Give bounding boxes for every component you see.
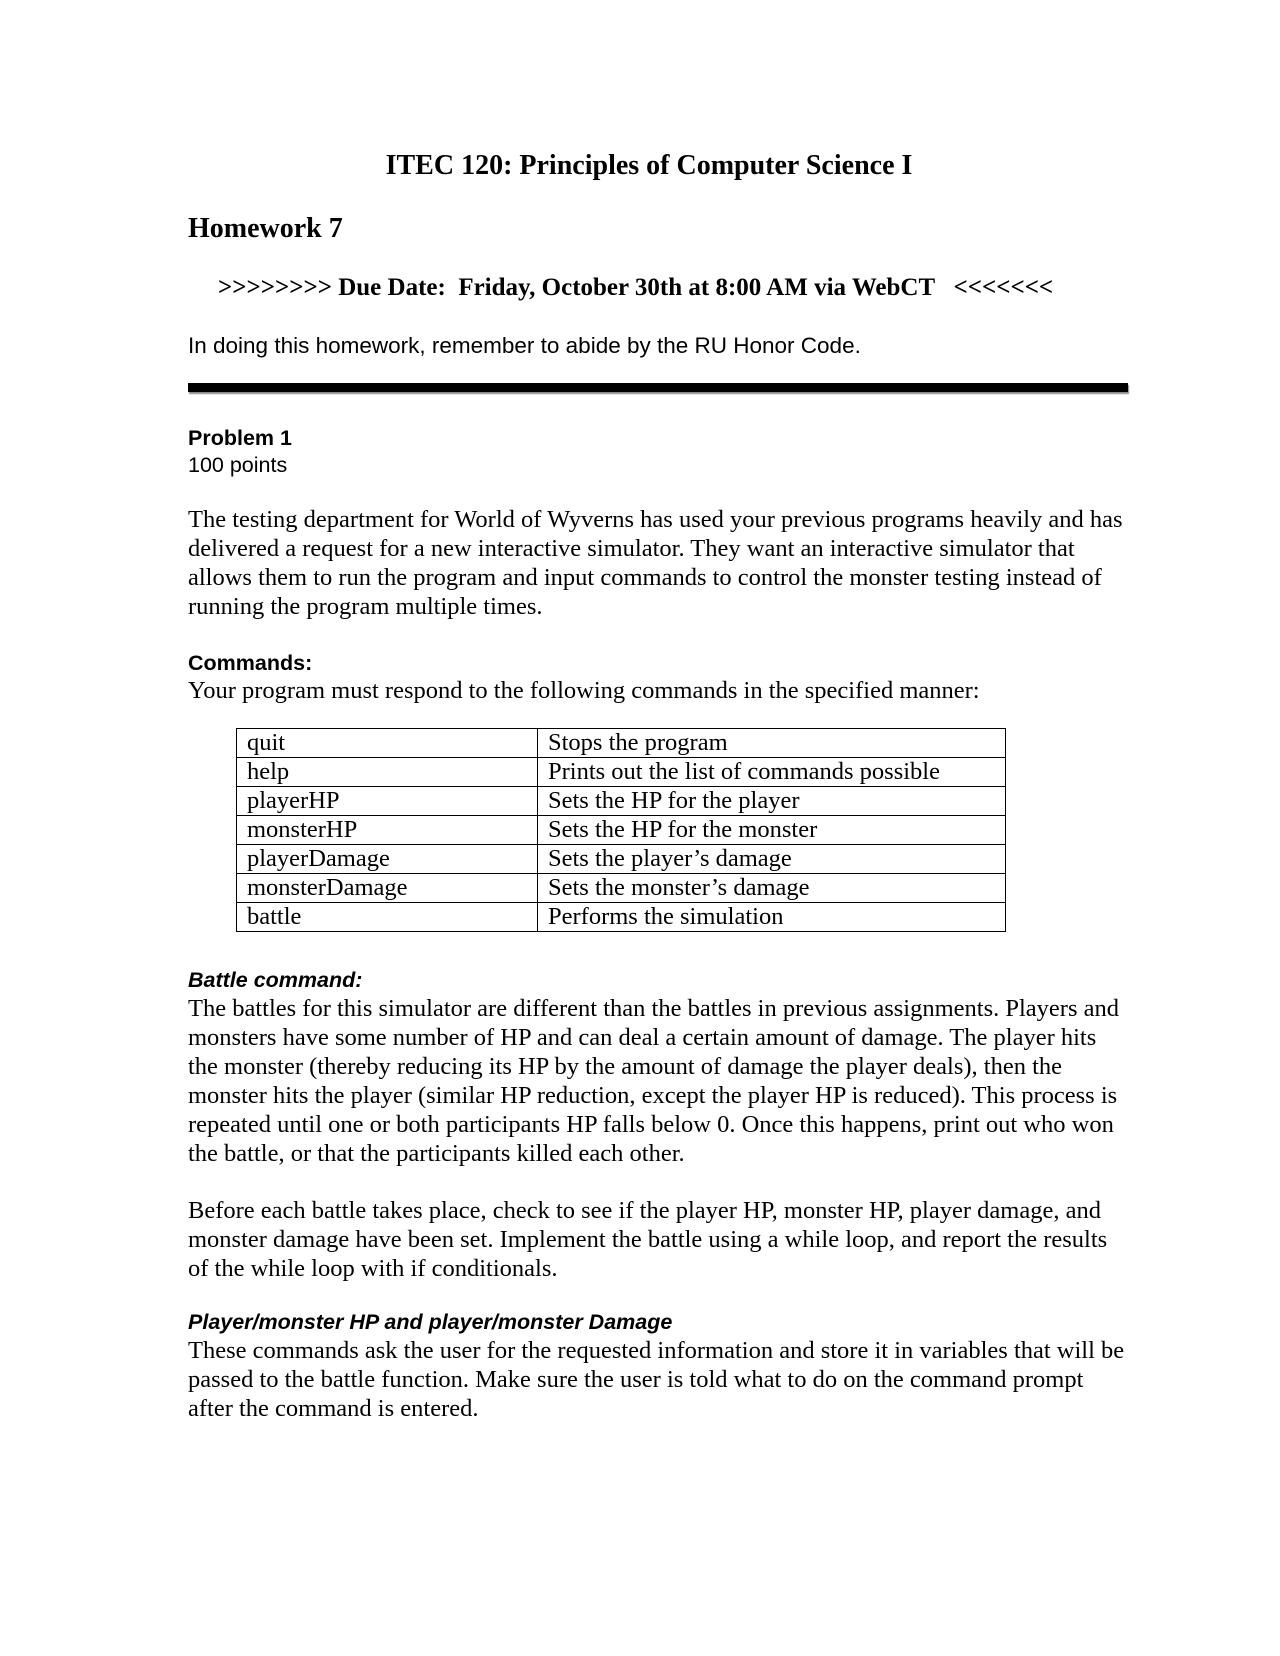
command-cell: playerHP <box>237 787 538 816</box>
due-date-line: >>>>>>>> Due Date: Friday, October 30th at 8:00 AM via WebCT <<<<<<< <box>218 274 1054 301</box>
command-cell: help <box>237 758 538 787</box>
battle-paragraph-1: The battles for this simulator are different than the battles in previous assignments. Players and monsters have some number of HP and can deal a certain amount of damage. The player hits the monster (thereby reducing its HP by the amount of damage the player deals), then the monster hits the player (similar HP reduction, except the player HP is reduced). This process is repeated until one or both participants HP falls below 0. Once this happens, print out who won the battle, or that the participants killed each other. <box>188 995 1119 1167</box>
hp-damage-paragraph: These commands ask the user for the requested information and store it in variables that will be passed to the battle function. Make sure the user is told what to do on the command prompt after the command is entered. <box>188 1337 1125 1422</box>
battle-heading: Battle command: <box>188 968 363 992</box>
command-cell: battle <box>237 903 538 932</box>
commands-table <box>236 728 1006 932</box>
commands-heading: Commands: <box>188 651 313 675</box>
section-divider <box>188 383 1128 392</box>
honor-code-note: In doing this homework, remember to abide by the RU Honor Code. <box>188 333 861 358</box>
command-cell: monsterDamage <box>237 874 538 903</box>
description-cell: Stops the program <box>538 729 1006 758</box>
problem-points: 100 points <box>188 453 288 477</box>
commands-intro: Your program must respond to the following commands in the specified manner: <box>188 677 980 704</box>
table-row <box>237 729 1006 758</box>
table-row <box>237 787 1006 816</box>
command-cell: monsterHP <box>237 816 538 845</box>
description-cell: Prints out the list of commands possible <box>538 758 1006 787</box>
table-row <box>237 845 1006 874</box>
description-cell: Performs the simulation <box>538 903 1006 932</box>
table-row <box>237 903 1006 932</box>
table-row <box>237 758 1006 787</box>
homework-title: Homework 7 <box>188 213 343 244</box>
command-cell: quit <box>237 729 538 758</box>
description-cell: Sets the monster’s damage <box>538 874 1006 903</box>
problem-intro: The testing department for World of Wyverns has used your previous programs heavily and has delivered a request for a new interactive simulator. They want an interactive simulator that allows them to run the program and input commands to control the monster testing instead of running the program multiple times. <box>188 506 1123 620</box>
table-row <box>237 874 1006 903</box>
battle-paragraph-2: Before each battle takes place, check to see if the player HP, monster HP, player damage, and monster damage have been set. Implement the battle using a while loop, and report the results of the while loop with if conditionals. <box>188 1197 1108 1282</box>
description-cell: Sets the HP for the player <box>538 787 1006 816</box>
description-cell: Sets the HP for the monster <box>538 816 1006 845</box>
problem-heading: Problem 1 <box>188 426 292 450</box>
course-title: ITEC 120: Principles of Computer Science I <box>385 150 913 181</box>
table-row <box>237 816 1006 845</box>
description-cell: Sets the player’s damage <box>538 845 1006 874</box>
command-cell: playerDamage <box>237 845 538 874</box>
hp-damage-heading: Player/monster HP and player/monster Damage <box>188 1310 673 1334</box>
